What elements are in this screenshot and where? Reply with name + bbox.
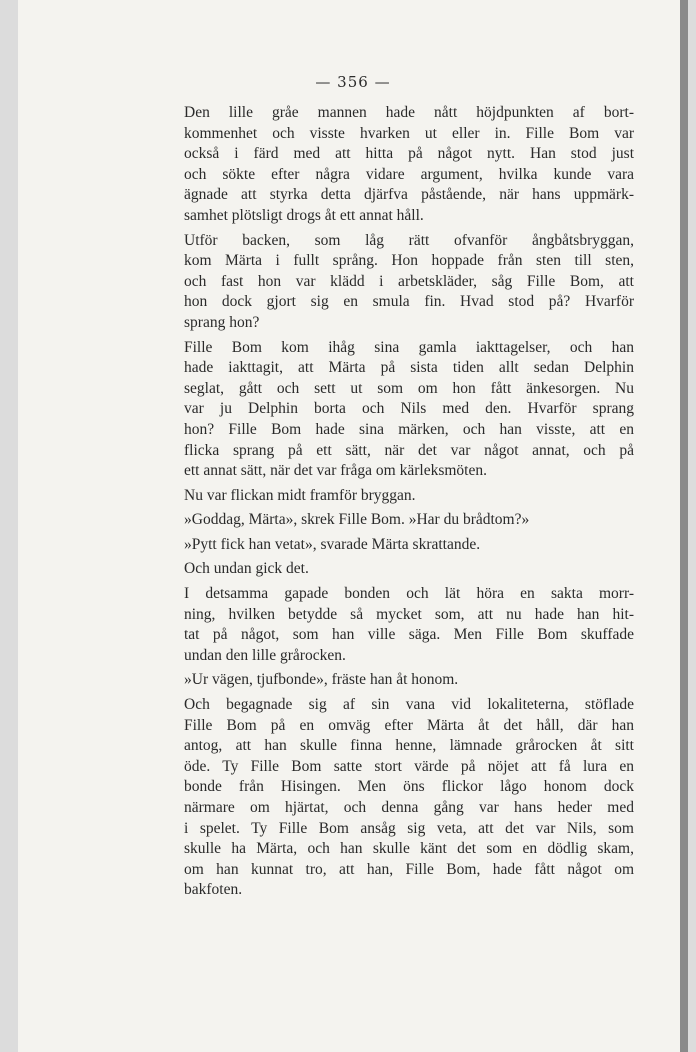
text-line: undan den lille grårocken.	[184, 646, 346, 664]
text-line: och fast hon var klädd i arbetskläder, såg Fille Bom, att	[184, 272, 634, 290]
text-line: i spelet. Ty Fille Bom ansåg sig veta, att det var Nils, som	[184, 819, 634, 837]
text-line: om han kunnat tro, att han, Fille Bom, hade fått något om	[184, 860, 634, 878]
text-line: Nu var flickan midt framför bryggan.	[184, 486, 416, 504]
text-line: bonde från Hisingen. Men öns flickor lågo honom dock	[184, 778, 634, 796]
text-line: var ju Delphin borta och Nils med den. Hvarför sprang	[184, 400, 634, 418]
text-line: samhet plötsligt drogs åt ett annat håll.	[184, 206, 424, 224]
text-line: »Pytt fick han vetat», svarade Märta skrattande.	[184, 535, 481, 553]
page-number: — 356 —	[315, 73, 391, 91]
paragraph	[136, 231, 634, 334]
text-line: antog, att han skulle finna henne, lämnade grårocken åt sitt	[184, 737, 634, 755]
paragraph	[136, 510, 634, 531]
paragraph	[136, 584, 634, 666]
text-line: bakfoten.	[184, 881, 243, 899]
text-line: närmare om hjärtat, och denna gång var hans heder med	[184, 799, 634, 816]
text-line: Den lille gråe mannen hade nått höjdpunkten af bort-	[184, 104, 634, 121]
paragraph	[136, 670, 634, 691]
text-line: ägnade att styrka detta djärfva påstående, när hans uppmärk-	[184, 186, 634, 204]
paragraph	[136, 535, 634, 556]
text-line: öde. Ty Fille Bom satte stort värde på nöjet att få lura en	[184, 757, 634, 775]
paragraph	[136, 103, 634, 227]
text-line: I detsamma gapade bonden och lät höra en sakta morr-	[184, 585, 634, 603]
text-line: hon? Fille Bom hade sina märken, och han visste, att en	[184, 420, 634, 438]
text-line: flicka sprang på ett sätt, när det var något annat, och på	[184, 441, 634, 459]
text-line: Fille Bom på en omväg efter Märta åt det håll, där han	[184, 716, 634, 734]
book-page	[18, 0, 688, 1052]
text-line: Och begagnade sig af sin vana vid lokaliteterna, stöflade	[184, 696, 634, 714]
text-line: seglat, gått och sett ut som om hon fått änkesorgen. Nu	[184, 379, 634, 397]
text-line: sprang hon?	[184, 313, 260, 331]
text-line: kommenhet och visste hvarken ut eller in. Fille Bom var	[184, 124, 634, 142]
paragraph	[136, 695, 634, 901]
text-line: »Ur vägen, tjufbonde», fräste han åt honom.	[184, 671, 459, 689]
body-text	[136, 103, 634, 905]
text-line: Utför backen, som låg rätt ofvanför ångbåtsbryggan,	[184, 231, 634, 249]
text-line: Fille Bom kom ihåg sina gamla iakttagelser, och han	[184, 338, 634, 356]
text-line: också i färd med att hitta på något nytt. Han stod just	[184, 145, 634, 163]
paragraph	[136, 338, 634, 482]
text-line: »Goddag, Märta», skrek Fille Bom. »Har du brådtom?»	[184, 511, 530, 529]
text-line: Och undan gick det.	[184, 560, 309, 578]
text-line: och sökte efter några vidare argument, hvilka kunde vara	[184, 165, 634, 183]
text-line: tat på något, som han ville säga. Men Fille Bom skuffade	[184, 626, 634, 644]
text-line: ning, hvilken betydde så mycket som, att nu hade han hit-	[184, 605, 634, 623]
paragraph	[136, 559, 634, 580]
page-edge	[680, 0, 688, 1052]
text-line: hade iakttagit, att Märta på sista tiden allt sedan Delphin	[184, 359, 634, 377]
paragraph	[136, 486, 634, 507]
text-line: skulle ha Märta, och han skulle känt det som en dödlig skam,	[184, 840, 634, 858]
text-line: hon dock gjort sig en smula fin. Hvad stod på? Hvarför	[184, 293, 634, 311]
text-line: ett annat sätt, när det var fråga om kärleksmöten.	[184, 462, 487, 480]
text-line: kom Märta i fullt språng. Hon hoppade från sten till sten,	[184, 252, 634, 270]
